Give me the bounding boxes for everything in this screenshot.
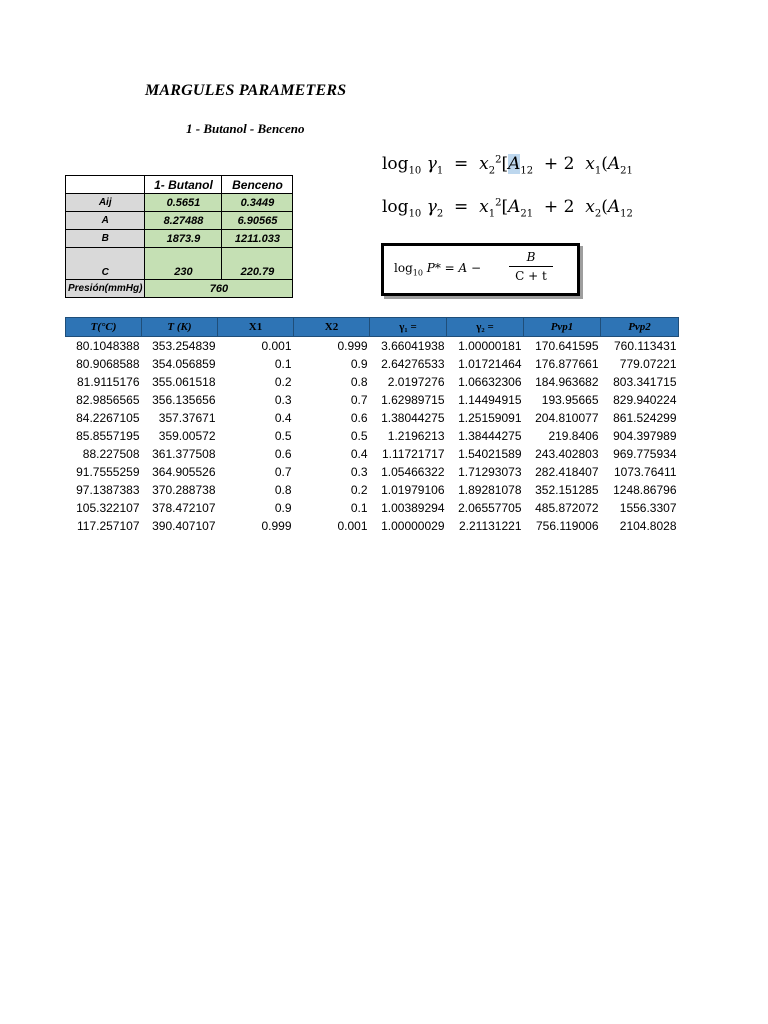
header-butanol[interactable]: 1- Butanol [145, 176, 222, 194]
cell-pvp2[interactable]: 760.113431 [613, 339, 677, 353]
cell-x2[interactable]: 0.1 [350, 501, 368, 515]
cell-pvp2[interactable]: 779.07221 [619, 357, 677, 371]
header-benceno[interactable]: Benceno [222, 176, 293, 194]
cell-pvp2[interactable]: 904.397989 [613, 429, 677, 443]
cell-gamma1[interactable]: 3.66041938 [381, 339, 445, 353]
cell-gamma1[interactable]: 1.05466322 [381, 465, 445, 479]
cell-pvp1[interactable]: 184.963682 [535, 375, 599, 389]
cell-pvp1[interactable]: 193.95665 [541, 393, 599, 407]
cell-t-c[interactable]: 105.322107 [76, 501, 140, 515]
cell-pvp2[interactable]: 829.940224 [613, 393, 677, 407]
col-header-t-c[interactable]: T(°C) [66, 318, 142, 337]
selected-cursor-highlight: A [508, 154, 521, 174]
antoine-lhs: $\log_{10} P* = A$ − [394, 261, 482, 278]
cell-x1[interactable]: 0.1 [274, 357, 292, 371]
aij-benceno[interactable]: 0.3449 [222, 194, 293, 212]
cell-t-k[interactable]: 357.37671 [158, 411, 216, 425]
pressure-value[interactable]: 760 [145, 280, 293, 298]
cell-x2[interactable]: 0.5 [350, 429, 368, 443]
cell-t-c[interactable]: 85.8557195 [76, 429, 140, 443]
cell-pvp2[interactable]: 969.775934 [613, 447, 677, 461]
cell-gamma2[interactable]: 1.25159091 [458, 411, 522, 425]
cell-x1[interactable]: 0.8 [274, 483, 292, 497]
cell-x1[interactable]: 0.9 [274, 501, 292, 515]
cell-x1[interactable]: 0.3 [274, 393, 292, 407]
cell-t-k[interactable]: 370.288738 [152, 483, 216, 497]
cell-t-k[interactable]: 390.407107 [152, 519, 216, 533]
table-row [66, 337, 679, 356]
cell-t-k[interactable]: 364.905526 [152, 465, 216, 479]
cell-x2[interactable]: 0.7 [350, 393, 368, 407]
cell-t-k[interactable]: 355.061518 [152, 375, 216, 389]
table-row [66, 391, 679, 409]
c-benceno[interactable]: 220.79 [222, 248, 293, 280]
corner-cell[interactable] [66, 176, 145, 194]
cell-gamma1[interactable]: 1.38044275 [381, 411, 445, 425]
col-header-gamma2[interactable]: γ₂ = [447, 318, 524, 337]
cell-t-c[interactable]: 80.9068588 [76, 357, 140, 371]
cell-t-k[interactable]: 353.254839 [152, 339, 216, 353]
cell-gamma2[interactable]: 1.38444275 [458, 429, 522, 443]
cell-gamma1[interactable]: 1.00000029 [381, 519, 445, 533]
table-row [66, 517, 679, 535]
c-butanol[interactable]: 230 [145, 248, 222, 280]
cell-gamma2[interactable]: 1.54021589 [458, 447, 522, 461]
table-row [66, 481, 679, 499]
margules-equation-gamma2: $\log_{10} \gamma_2 = x_1^2[A_{21} + 2$ $x_2(A_{12}$ [382, 197, 633, 220]
cell-pvp1[interactable]: 756.119006 [535, 519, 599, 533]
cell-pvp1[interactable]: 219.8406 [548, 429, 599, 443]
cell-pvp2[interactable]: 861.524299 [613, 411, 677, 425]
table-row [66, 409, 679, 427]
cell-t-k[interactable]: 356.135656 [152, 393, 216, 407]
cell-x2[interactable]: 0.8 [350, 375, 368, 389]
cell-pvp1[interactable]: 243.402803 [535, 447, 599, 461]
results-table [65, 317, 679, 535]
parameters-table [65, 175, 293, 298]
cell-x1[interactable]: 0.2 [274, 375, 292, 389]
b-benceno[interactable]: 1211.033 [222, 230, 293, 248]
cell-pvp2[interactable]: 1556.3307 [619, 501, 677, 515]
table-row [66, 355, 679, 373]
cell-t-c[interactable]: 88.227508 [82, 447, 140, 461]
a-benceno[interactable]: 6.90565 [222, 212, 293, 230]
cell-gamma1[interactable]: 2.0197276 [387, 375, 445, 389]
table-row [66, 463, 679, 481]
cell-gamma2[interactable]: 1.01721464 [458, 357, 522, 371]
cell-x2[interactable]: 0.6 [350, 411, 368, 425]
cell-x2[interactable]: 0.3 [350, 465, 368, 479]
cell-t-c[interactable]: 84.2267105 [76, 411, 140, 425]
cell-pvp1[interactable]: 352.151285 [535, 483, 599, 497]
row-label-a[interactable]: A [66, 212, 145, 230]
row-label-aij[interactable]: Aij [66, 194, 145, 212]
cell-t-k[interactable]: 378.472107 [152, 501, 216, 515]
cell-pvp2[interactable]: 1073.76411 [613, 465, 677, 479]
cell-x1[interactable]: 0.7 [274, 465, 292, 479]
antoine-fraction: B C + t [509, 250, 553, 283]
col-header-pvp2[interactable]: Pvp2 [601, 318, 679, 337]
cell-t-c[interactable]: 91.7555259 [76, 465, 140, 479]
cell-gamma2[interactable]: 1.06632306 [458, 375, 522, 389]
row-label-c[interactable]: C [66, 248, 145, 280]
cell-t-c[interactable]: 97.1387383 [76, 483, 140, 497]
cell-gamma2[interactable]: 1.89281078 [458, 483, 522, 497]
cell-x1[interactable]: 0.4 [274, 411, 292, 425]
table-row [66, 427, 679, 445]
table-row [66, 445, 679, 463]
system-subtitle: 1 - Butanol - Benceno [186, 121, 305, 136]
col-header-x2[interactable]: X2 [294, 318, 370, 337]
cell-t-k[interactable]: 359.00572 [158, 429, 216, 443]
col-header-t-k[interactable]: T (K) [142, 318, 218, 337]
cell-pvp2[interactable]: 2104.8028 [619, 519, 677, 533]
cell-pvp1[interactable]: 485.872072 [535, 501, 599, 515]
cell-gamma1[interactable]: 1.62989715 [381, 393, 445, 407]
table-row [66, 373, 679, 391]
cell-pvp1[interactable]: 170.641595 [535, 339, 599, 353]
cell-t-c[interactable]: 80.1048388 [76, 339, 140, 353]
cell-t-c[interactable]: 117.257107 [76, 519, 140, 533]
b-butanol[interactable]: 1873.9 [145, 230, 222, 248]
row-label-b[interactable]: B [66, 230, 145, 248]
row-label-pressure[interactable]: Presión(mmHg) [66, 280, 145, 298]
table-row [66, 499, 679, 517]
cell-pvp1[interactable]: 282.418407 [535, 465, 599, 479]
cell-t-c[interactable]: 82.9856565 [76, 393, 140, 407]
margules-equation-gamma1: $\log_{10} \gamma_1 = x_2^2[A_{12} + 2$ $x_1(A_{21}$ [382, 154, 633, 177]
cell-gamma1[interactable]: 1.01979106 [381, 483, 445, 497]
cell-gamma2[interactable]: 1.71293073 [458, 465, 522, 479]
a-butanol[interactable]: 8.27488 [145, 212, 222, 230]
cell-gamma1[interactable]: 1.2196213 [387, 429, 445, 443]
col-header-pvp1[interactable]: Pvp1 [524, 318, 601, 337]
page-title: MARGULES PARAMETERS [145, 82, 347, 99]
cell-t-c[interactable]: 81.9115176 [76, 375, 140, 389]
antoine-equation-box[interactable] [381, 243, 580, 296]
col-header-gamma1[interactable]: γ₁ = [370, 318, 447, 337]
cell-gamma2[interactable]: 2.06557705 [458, 501, 522, 515]
cell-pvp2[interactable]: 803.341715 [613, 375, 677, 389]
cell-t-k[interactable]: 354.056859 [152, 357, 216, 371]
cell-x2[interactable]: 0.2 [350, 483, 368, 497]
cell-pvp1[interactable]: 176.877661 [535, 357, 599, 371]
cell-gamma2[interactable]: 2.21131221 [458, 519, 522, 533]
cell-gamma1[interactable]: 1.11721717 [381, 447, 445, 461]
aij-butanol[interactable]: 0.5651 [145, 194, 222, 212]
cell-x1[interactable]: 0.999 [261, 519, 292, 533]
cell-x1[interactable]: 0.001 [261, 339, 292, 353]
cell-pvp2[interactable]: 1248.86796 [613, 483, 677, 497]
cell-gamma2[interactable]: 1.14494915 [458, 393, 522, 407]
cell-x2[interactable]: 0.001 [337, 519, 368, 533]
cell-x2[interactable]: 0.9 [350, 357, 368, 371]
cell-x2[interactable]: 0.999 [337, 339, 368, 353]
cell-gamma1[interactable]: 1.00389294 [381, 501, 445, 515]
cell-x1[interactable]: 0.5 [274, 429, 292, 443]
cell-x2[interactable]: 0.4 [350, 447, 368, 461]
results-header-row [66, 318, 679, 337]
cell-gamma1[interactable]: 2.64276533 [381, 357, 445, 371]
cell-x1[interactable]: 0.6 [274, 447, 292, 461]
cell-gamma2[interactable]: 1.00000181 [458, 339, 522, 353]
cell-t-k[interactable]: 361.377508 [152, 447, 216, 461]
cell-pvp1[interactable]: 204.810077 [535, 411, 599, 425]
col-header-x1[interactable]: X1 [218, 318, 294, 337]
